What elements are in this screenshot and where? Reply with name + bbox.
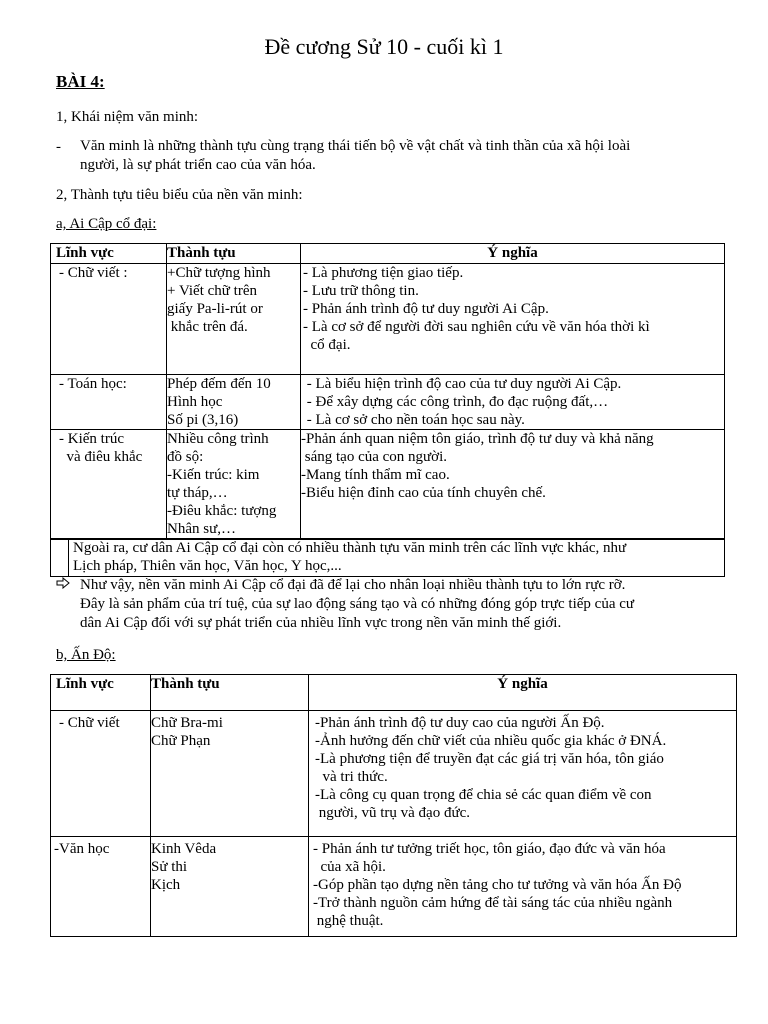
field-label: - Kiến trúc bbox=[59, 431, 124, 447]
meaning-line: - Là cơ sở để người đời sau nghiên cứu về văn hóa thời kì bbox=[303, 319, 650, 335]
meaning-line: - Phản ánh tư tưởng triết học, tôn giáo, đạo đức và văn hóa bbox=[313, 841, 666, 857]
document-title: Đề cương Sử 10 - cuối kì 1 bbox=[264, 34, 504, 59]
meaning-line: nghệ thuật. bbox=[313, 913, 384, 929]
achievement-line: Số pi (3,16) bbox=[167, 412, 239, 428]
meaning-line: - Phản ánh trình độ tư duy người Ai Cập. bbox=[303, 301, 549, 317]
field-label: -Văn học bbox=[54, 841, 110, 857]
achievement-line: đồ sộ: bbox=[167, 449, 204, 465]
header-achievement: Thành tựu bbox=[167, 244, 301, 264]
meaning-line: - Lưu trữ thông tin. bbox=[303, 283, 419, 299]
field-label: và điêu khắc bbox=[59, 449, 143, 465]
achievement-line: Hình học bbox=[167, 394, 223, 410]
field-label: - Toán học: bbox=[59, 376, 127, 392]
achievement-line: Chữ Phạn bbox=[151, 733, 211, 749]
header-field: Lĩnh vực bbox=[51, 675, 151, 711]
note-line: Ngoài ra, cư dân Ai Cập cổ đại còn có nhiều thành tựu văn minh trên các lĩnh vực khác, như bbox=[73, 540, 627, 556]
note-line: Lịch pháp, Thiên văn học, Văn học, Y học,... bbox=[73, 558, 342, 574]
achievement-line: +Chữ tượng hình bbox=[167, 265, 271, 281]
egypt-achievements-table bbox=[50, 243, 725, 540]
meaning-line: người, vũ trụ và đạo đức. bbox=[315, 805, 470, 821]
achievement-line: giấy Pa-li-rút or bbox=[167, 301, 263, 317]
meaning-line: -Biểu hiện đỉnh cao của tính chuyên chế. bbox=[301, 485, 546, 501]
header-meaning: Ý nghĩa bbox=[301, 244, 725, 264]
dash-bullet: - bbox=[56, 139, 61, 155]
meaning-line: -Là phương tiện để truyền đạt các giá trị văn hóa, tôn giáo bbox=[315, 751, 664, 767]
question-1: 1, Khái niệm văn minh: bbox=[56, 109, 199, 125]
achievement-line: tự tháp,… bbox=[167, 485, 228, 501]
conclusion-line: dân Ai Cập đối với sự phát triển của nhiều lĩnh vực trong nền văn minh thế giới. bbox=[80, 615, 562, 631]
header-meaning: Ý nghĩa bbox=[309, 675, 737, 711]
table-row bbox=[51, 430, 725, 540]
achievement-line: Kinh Vêda bbox=[151, 841, 217, 857]
table-row bbox=[51, 711, 737, 837]
header-achievement: Thành tựu bbox=[151, 675, 309, 711]
section-a-heading: a, Ai Cập cổ đại: bbox=[56, 216, 157, 232]
meaning-line: -Phản ánh trình độ tư duy cao của người Ấn Độ. bbox=[315, 715, 605, 731]
achievement-line: Sử thi bbox=[151, 859, 188, 875]
achievement-line: Nhiều công trình bbox=[167, 431, 269, 447]
meaning-line: cổ đại. bbox=[303, 337, 351, 353]
meaning-line: -Phản ánh quan niệm tôn giáo, trình độ tư duy và khả năng bbox=[301, 431, 654, 447]
header-field: Lĩnh vực bbox=[51, 244, 167, 264]
meaning-line: -Góp phần tạo dựng nền tảng cho tư tưởng và văn hóa Ấn Độ bbox=[313, 877, 682, 893]
achievement-line: -Kiến trúc: kim bbox=[167, 467, 260, 483]
meaning-line: -Mang tính thẩm mĩ cao. bbox=[301, 467, 450, 483]
definition-line: Văn minh là những thành tựu cùng trạng thái tiến bộ về vật chất và tinh thần của xã hội loài bbox=[80, 138, 631, 154]
definition-line: người, là sự phát triển cao của văn hóa. bbox=[80, 157, 316, 173]
table-row bbox=[51, 264, 725, 375]
table-header-row bbox=[51, 675, 737, 711]
meaning-line: - Là biểu hiện trình độ cao của tư duy người Ai Cập. bbox=[303, 376, 622, 392]
section-b-heading: b, Ấn Độ: bbox=[56, 647, 116, 663]
meaning-line: - Để xây dựng các công trình, đo đạc ruộng đất,… bbox=[303, 394, 609, 410]
table-row bbox=[51, 375, 725, 430]
table-row bbox=[51, 837, 737, 937]
meaning-line: và tri thức. bbox=[315, 769, 388, 785]
achievement-line: + Viết chữ trên bbox=[167, 283, 257, 299]
lesson-heading: BÀI 4: bbox=[56, 72, 105, 91]
meaning-line: -Trở thành nguồn cảm hứng để tài sáng tác của nhiều ngành bbox=[313, 895, 673, 911]
meaning-line: - Là cơ sở cho nền toán học sau này. bbox=[303, 412, 525, 428]
meaning-line: -Ảnh hưởng đến chữ viết của nhiều quốc gia khác ở ĐNÁ. bbox=[315, 733, 667, 749]
achievement-line: Phép đếm đến 10 bbox=[167, 376, 271, 392]
egypt-conclusion bbox=[80, 576, 730, 633]
achievement-line: khắc trên đá. bbox=[167, 319, 248, 335]
meaning-line: - Là phương tiện giao tiếp. bbox=[303, 265, 464, 281]
meaning-line: sáng tạo của con người. bbox=[301, 449, 448, 465]
india-achievements-table bbox=[50, 674, 737, 937]
field-label: - Chữ viết : bbox=[59, 265, 128, 281]
conclusion-line: Như vậy, nền văn minh Ai Cập cổ đại đã để lại cho nhân loại nhiều thành tựu to lớn rực rỡ. bbox=[80, 577, 626, 593]
achievement-line: -Điêu khắc: tượng bbox=[167, 503, 277, 519]
civilization-definition bbox=[80, 137, 720, 175]
meaning-line: của xã hội. bbox=[313, 859, 386, 875]
egypt-note-row bbox=[50, 538, 725, 577]
achievement-line: Kịch bbox=[151, 877, 181, 893]
question-2: 2, Thành tựu tiêu biểu của nền văn minh: bbox=[56, 187, 303, 203]
table-header-row bbox=[51, 244, 725, 264]
conclusion-line: Đây là sản phẩm của trí tuệ, của sự lao động sáng tạo và có những đóng góp trực tiếp của cư bbox=[80, 596, 635, 612]
achievement-line: Nhân sư,… bbox=[167, 521, 236, 537]
arrow-right-icon bbox=[56, 577, 70, 593]
achievement-line: Chữ Bra-mi bbox=[151, 715, 223, 731]
meaning-line: -Là công cụ quan trọng để chia sẻ các quan điểm về con bbox=[315, 787, 652, 803]
field-label: - Chữ viết bbox=[59, 715, 120, 731]
